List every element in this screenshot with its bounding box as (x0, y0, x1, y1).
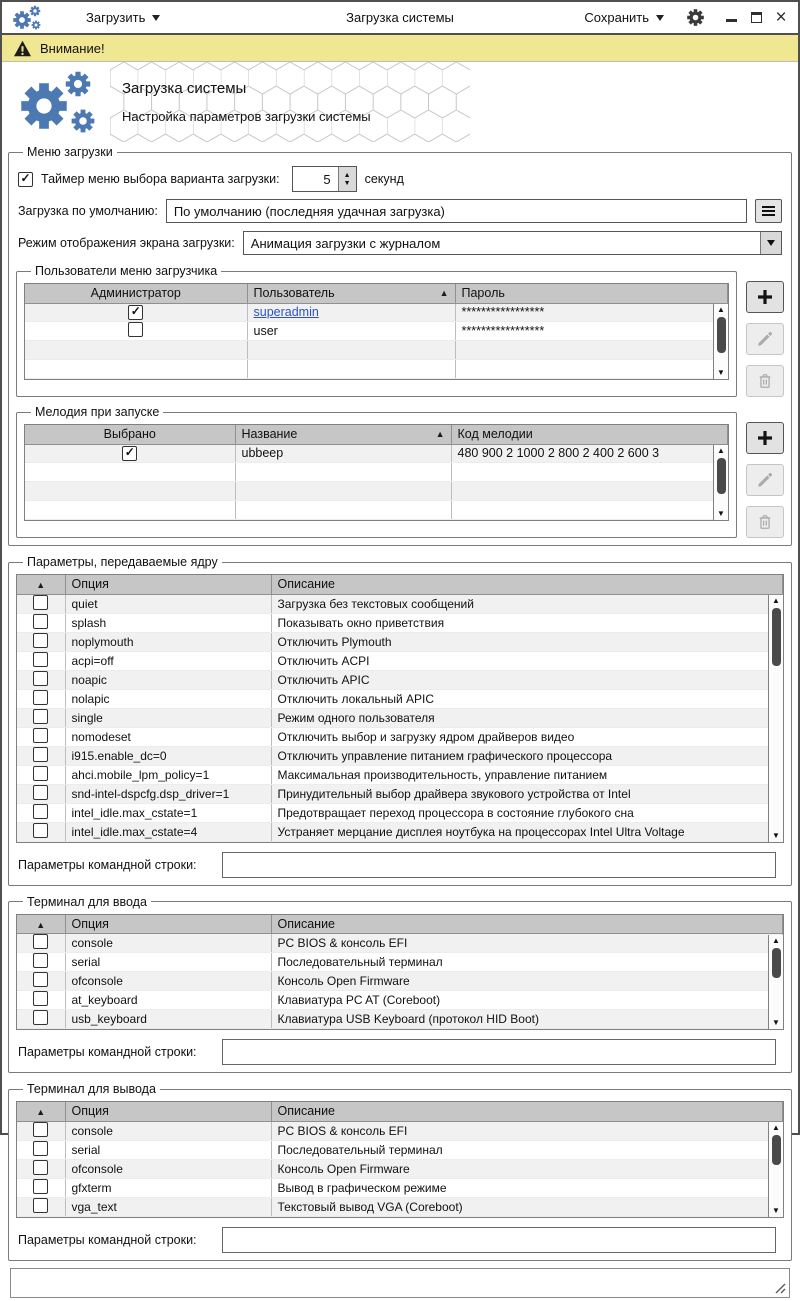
option-checkbox[interactable] (33, 953, 48, 968)
scroll-thumb[interactable] (772, 1135, 781, 1165)
maximize-icon (751, 12, 762, 23)
boot-menu-group (8, 145, 792, 546)
table-row[interactable] (17, 1140, 783, 1159)
hamburger-icon (762, 206, 775, 208)
col-name[interactable]: Название ▲ (235, 425, 451, 444)
timer-spinbox[interactable] (292, 166, 357, 192)
option-description: PC BIOS & консоль EFI (271, 1121, 783, 1140)
table-row[interactable] (25, 481, 728, 500)
option-checkbox[interactable] (33, 785, 48, 800)
maximize-button[interactable] (749, 10, 763, 26)
option-name: serial (65, 1140, 271, 1159)
option-name: snd-intel-dspcfg.dsp_driver=1 (65, 784, 271, 803)
table-row[interactable] (25, 500, 728, 519)
option-name: vga_text (65, 1197, 271, 1216)
timer-row (18, 166, 782, 192)
option-description: Отключить управление питанием графического процессора (271, 746, 783, 765)
output-terminal-legend: Терминал для вывода (27, 1082, 156, 1096)
option-checkbox[interactable] (33, 652, 48, 667)
warning-icon (13, 40, 32, 57)
output-terminal-group (8, 1082, 792, 1261)
table-row[interactable] (17, 934, 783, 953)
sort-ascending-icon: ▲ (435, 429, 445, 440)
option-name: nolapic (65, 689, 271, 708)
warning-bar (2, 35, 798, 62)
option-checkbox[interactable] (33, 1010, 48, 1025)
option-name: splash (65, 613, 271, 632)
scroll-down-icon[interactable]: ▼ (772, 1205, 780, 1215)
page-subtitle: Настройка параметров загрузки системы (122, 109, 371, 124)
option-description: Консоль Open Firmware (271, 972, 783, 991)
minimize-icon (726, 19, 737, 22)
sort-ascending-icon: ▲ (439, 288, 449, 299)
melody-name (235, 462, 451, 481)
password-cell (455, 340, 728, 359)
timer-value[interactable]: 5 (293, 167, 338, 191)
save-button[interactable]: Сохранить (580, 8, 668, 27)
output-terminal-header (17, 1102, 783, 1121)
display-mode-value: Анимация загрузки с журналом (250, 235, 441, 251)
default-boot-row (18, 198, 782, 224)
spin-down-icon[interactable]: ▼ (343, 179, 351, 187)
scroll-up-icon[interactable]: ▲ (772, 1123, 780, 1132)
option-description: Режим одного пользователя (271, 708, 783, 727)
kernel-table-header (17, 575, 783, 594)
kernel-params-legend: Параметры, передаваемые ядру (27, 555, 218, 569)
edit-user-button[interactable] (746, 323, 784, 355)
melody-code (451, 500, 728, 519)
display-mode-select[interactable] (243, 231, 782, 255)
table-row[interactable] (17, 689, 783, 708)
input-terminal-scrollbar[interactable] (768, 935, 783, 1030)
table-row[interactable] (17, 746, 783, 765)
melody-name (235, 481, 451, 500)
option-checkbox[interactable] (33, 595, 48, 610)
chevron-down-icon (767, 240, 775, 246)
option-description: Последовательный терминал (271, 953, 783, 972)
option-checkbox[interactable] (33, 766, 48, 781)
melody-group (16, 405, 737, 538)
table-row[interactable] (17, 613, 783, 632)
table-row[interactable] (25, 340, 728, 359)
scroll-down-icon[interactable]: ▼ (717, 508, 725, 518)
page-header (2, 62, 798, 142)
col-check[interactable] (17, 915, 65, 934)
col-check[interactable] (17, 575, 65, 594)
melody-code (451, 481, 728, 500)
melody-actions (746, 405, 784, 538)
scroll-up-icon[interactable]: ▲ (717, 305, 725, 314)
display-mode-label: Режим отображения экрана загрузки: (18, 236, 235, 250)
option-description: Устраняет мерцание дисплея ноутбука на процессорах Intel Ultra Voltage (271, 822, 783, 841)
trash-icon (756, 372, 774, 390)
option-name: console (65, 934, 271, 953)
dropdown-button[interactable] (760, 232, 781, 254)
option-description: Отключить ACPI (271, 651, 783, 670)
option-name: gfxterm (65, 1178, 271, 1197)
admin-checkbox[interactable] (128, 305, 143, 320)
option-description: Отключить локальный APIC (271, 689, 783, 708)
option-description: Предотвращает переход процессора в состояние глубокого сна (271, 803, 783, 822)
sort-ascending-icon: ▲ (36, 580, 46, 591)
scroll-down-icon[interactable]: ▼ (772, 830, 780, 840)
col-check[interactable] (17, 1102, 65, 1121)
display-mode-row (18, 230, 782, 256)
option-checkbox[interactable] (33, 1179, 48, 1194)
option-checkbox[interactable] (33, 633, 48, 648)
col-description[interactable]: Описание (271, 915, 783, 934)
col-description[interactable]: Описание (271, 1102, 783, 1121)
table-row[interactable] (17, 765, 783, 784)
users-legend: Пользователи меню загрузчика (35, 264, 218, 278)
option-description: Текстовый вывод VGA (Coreboot) (271, 1197, 783, 1216)
table-row[interactable] (17, 1197, 783, 1216)
option-name: nomodeset (65, 727, 271, 746)
default-boot-menu-button[interactable] (755, 199, 782, 223)
option-description: Показывать окно приветствия (271, 613, 783, 632)
chevron-down-icon (656, 15, 664, 21)
option-description: Принудительный выбор драйвера звукового устройства от Intel (271, 784, 783, 803)
option-description: Клавиатура USB Keyboard (протокол HID Boot) (271, 1010, 783, 1029)
pencil-icon (756, 330, 774, 348)
timer-label: Таймер меню выбора варианта загрузки: (41, 172, 280, 186)
scroll-thumb[interactable] (772, 948, 781, 978)
option-description: PC BIOS & консоль EFI (271, 934, 783, 953)
option-name: usb_keyboard (65, 1010, 271, 1029)
scroll-up-icon[interactable]: ▲ (772, 935, 780, 945)
melody-legend: Мелодия при запуске (35, 405, 160, 419)
option-checkbox[interactable] (33, 671, 48, 686)
users-actions (746, 264, 784, 397)
settings-gear-icon[interactable] (684, 7, 706, 29)
melody-name (235, 500, 451, 519)
table-row[interactable] (17, 1010, 783, 1029)
users-section (16, 264, 784, 397)
col-option[interactable]: Опция (65, 575, 271, 594)
table-row[interactable] (17, 803, 783, 822)
toolbar-right (580, 7, 788, 29)
option-checkbox[interactable] (33, 991, 48, 1006)
option-checkbox[interactable] (33, 1160, 48, 1175)
boot-menu-legend: Меню загрузки (27, 145, 113, 159)
output-terminal-cmdline-label: Параметры командной строки: (18, 1232, 197, 1247)
table-row[interactable] (17, 594, 783, 613)
option-name: ofconsole (65, 972, 271, 991)
option-name: ofconsole (65, 1159, 271, 1178)
scroll-down-icon[interactable]: ▼ (717, 367, 725, 377)
window-controls (724, 6, 788, 28)
option-checkbox[interactable] (33, 804, 48, 819)
scroll-up-icon[interactable]: ▲ (717, 446, 725, 455)
plus-icon (757, 289, 773, 305)
table-row[interactable] (17, 651, 783, 670)
option-name: acpi=off (65, 651, 271, 670)
close-button[interactable] (774, 6, 788, 28)
add-user-button[interactable] (746, 281, 784, 313)
add-melody-button[interactable] (746, 422, 784, 454)
app-gears-icon (12, 5, 44, 31)
status-bar (10, 1268, 790, 1298)
input-terminal-group (8, 895, 792, 1074)
output-terminal-table (16, 1101, 784, 1218)
scroll-thumb[interactable] (772, 608, 781, 666)
table-row[interactable] (25, 444, 728, 462)
toolbar (2, 2, 798, 35)
kernel-table-body (17, 594, 783, 841)
option-description: Вывод в графическом режиме (271, 1178, 783, 1197)
col-description[interactable]: Описание (271, 575, 783, 594)
col-option[interactable]: Опция (65, 1102, 271, 1121)
option-name: serial (65, 953, 271, 972)
hexagon-pattern (110, 62, 470, 142)
kernel-cmdline-label: Параметры командной строки: (18, 857, 197, 872)
output-terminal-scrollbar[interactable] (768, 1122, 783, 1217)
option-checkbox[interactable] (33, 823, 48, 838)
output-terminal-body (17, 1121, 783, 1216)
admin-checkbox[interactable] (128, 322, 143, 337)
option-checkbox[interactable] (33, 728, 48, 743)
kernel-params-group (8, 555, 792, 886)
spin-up-icon[interactable]: ▲ (343, 171, 351, 179)
option-checkbox[interactable] (33, 614, 48, 629)
input-terminal-legend: Терминал для ввода (27, 894, 147, 909)
table-row[interactable] (17, 991, 783, 1010)
default-boot-field[interactable]: По умолчанию (последняя удачная загрузка) (166, 199, 747, 223)
option-checkbox[interactable] (33, 1122, 48, 1137)
col-user[interactable]: Пользователь ▲ (247, 284, 455, 303)
option-name: quiet (65, 594, 271, 613)
option-checkbox[interactable] (33, 1141, 48, 1156)
input-terminal-body (17, 934, 783, 1029)
minimize-button[interactable] (724, 10, 738, 26)
table-row[interactable] (25, 321, 728, 340)
melody-code: 480 900 2 1000 2 800 2 400 2 600 3 (451, 444, 728, 462)
table-row[interactable] (17, 1159, 783, 1178)
table-row[interactable] (17, 708, 783, 727)
option-description: Отключить выбор и загрузку ядром драйверов видео (271, 727, 783, 746)
option-description: Отключить APIC (271, 670, 783, 689)
melody-section (16, 405, 784, 538)
warning-text: Внимание! (40, 40, 105, 56)
scroll-up-icon[interactable]: ▲ (772, 596, 780, 605)
option-checkbox[interactable] (33, 1198, 48, 1213)
option-name: noapic (65, 670, 271, 689)
scroll-thumb[interactable] (717, 458, 726, 494)
table-row[interactable] (17, 953, 783, 972)
col-option[interactable]: Опция (65, 915, 271, 934)
table-row[interactable] (17, 784, 783, 803)
input-terminal-cmdline-label: Параметры командной строки: (18, 1045, 197, 1059)
chevron-down-icon (152, 15, 160, 21)
table-row[interactable] (25, 359, 728, 378)
option-description: Отключить Plymouth (271, 632, 783, 651)
password-cell (455, 359, 728, 378)
table-row[interactable] (17, 727, 783, 746)
melody-table (24, 424, 729, 521)
kernel-params-table (16, 574, 784, 843)
content (2, 142, 798, 1301)
melody-scrollbar[interactable] (713, 445, 728, 520)
output-terminal-cmdline-row (16, 1227, 784, 1253)
table-row[interactable] (17, 632, 783, 651)
window-title: Загрузка системы (346, 10, 454, 25)
close-icon: × (775, 6, 787, 28)
melody-name: ubbeep (235, 444, 451, 462)
option-checkbox[interactable] (33, 934, 48, 949)
table-row[interactable] (17, 822, 783, 841)
option-description: Последовательный терминал (271, 1140, 783, 1159)
option-description: Максимальная производительность, управление питанием (271, 765, 783, 784)
option-name: intel_idle.max_cstate=1 (65, 803, 271, 822)
table-row[interactable] (25, 303, 728, 321)
table-row[interactable] (17, 1178, 783, 1197)
sort-ascending-icon: ▲ (36, 1107, 46, 1118)
password-cell: ***************** (455, 321, 728, 340)
table-row[interactable] (17, 1121, 783, 1140)
banner-gears-icon (18, 70, 114, 136)
col-password[interactable]: Пароль (455, 284, 728, 303)
input-terminal-cmdline-input[interactable] (222, 1039, 776, 1065)
option-name: i915.enable_dc=0 (65, 746, 271, 765)
resize-grip[interactable] (773, 1281, 786, 1294)
input-terminal-cmdline-row (16, 1039, 784, 1065)
option-description: Консоль Open Firmware (271, 1159, 783, 1178)
sort-ascending-icon: ▲ (36, 919, 46, 930)
scroll-down-icon[interactable]: ▼ (772, 1018, 780, 1027)
table-row[interactable] (17, 670, 783, 689)
selected-checkbox[interactable] (122, 446, 137, 461)
melody-table-body (25, 444, 728, 519)
option-name: noplymouth (65, 632, 271, 651)
option-checkbox[interactable] (33, 690, 48, 705)
col-admin[interactable]: Администратор (25, 284, 247, 303)
page-title: Загрузка системы (122, 80, 247, 97)
melody-table-header (25, 425, 728, 444)
users-table-header (25, 284, 728, 303)
output-terminal-cmdline-input[interactable] (222, 1227, 776, 1253)
delete-melody-button[interactable] (746, 506, 784, 538)
password-cell: ***************** (455, 303, 728, 321)
option-name: at_keyboard (65, 991, 271, 1010)
spinner-buttons[interactable] (338, 167, 356, 191)
kernel-cmdline-row (16, 852, 784, 878)
plus-icon (757, 430, 773, 446)
kernel-cmdline-input[interactable] (222, 852, 776, 878)
scroll-thumb[interactable] (717, 317, 726, 353)
option-name: single (65, 708, 271, 727)
user-name[interactable]: user (253, 323, 278, 338)
option-description: Загрузка без текстовых сообщений (271, 594, 783, 613)
option-checkbox[interactable] (33, 972, 48, 987)
option-name: ahci.mobile_lpm_policy=1 (65, 765, 271, 784)
col-code[interactable]: Код мелодии (451, 425, 728, 444)
default-boot-label: Загрузка по умолчанию: (18, 204, 158, 218)
col-selected[interactable]: Выбрано (25, 425, 235, 444)
pencil-icon (756, 471, 774, 489)
trash-icon (756, 513, 774, 531)
users-table (24, 283, 729, 380)
option-description: Клавиатура PC AT (Coreboot) (271, 991, 783, 1010)
timer-checkbox[interactable] (18, 172, 33, 187)
option-checkbox[interactable] (33, 747, 48, 762)
input-terminal-header (17, 915, 783, 934)
load-button[interactable]: Загрузить (82, 8, 164, 27)
users-group (16, 264, 737, 397)
input-terminal-table (16, 914, 784, 1031)
delete-user-button[interactable] (746, 365, 784, 397)
table-row[interactable] (17, 972, 783, 991)
melody-code (451, 462, 728, 481)
option-name: console (65, 1121, 271, 1140)
option-checkbox[interactable] (33, 709, 48, 724)
edit-melody-button[interactable] (746, 464, 784, 496)
user-name[interactable]: superadmin (253, 305, 319, 319)
table-row[interactable] (25, 462, 728, 481)
users-scrollbar[interactable] (713, 304, 728, 379)
option-name: intel_idle.max_cstate=4 (65, 822, 271, 841)
kernel-scrollbar[interactable] (768, 595, 783, 842)
timer-unit-label: секунд (364, 172, 404, 186)
users-table-body (25, 303, 728, 378)
